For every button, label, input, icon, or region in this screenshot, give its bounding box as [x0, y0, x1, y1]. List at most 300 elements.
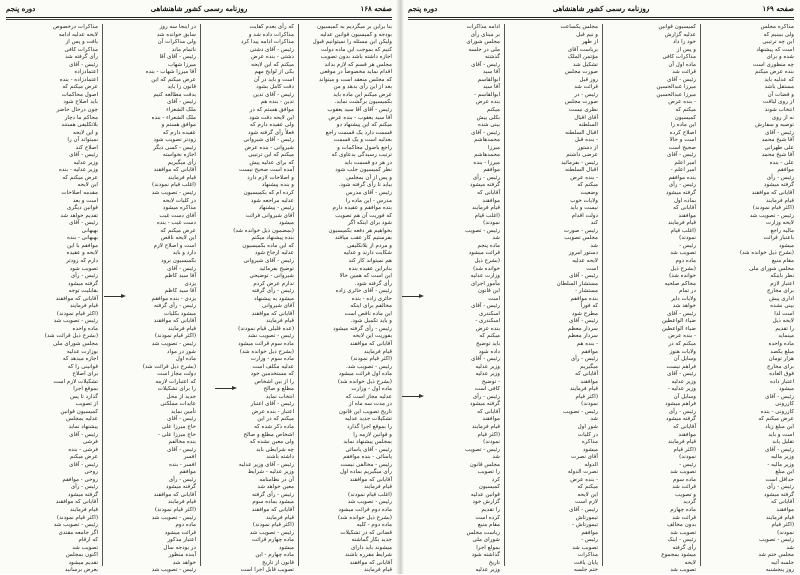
- text-line: موافقم: [777, 167, 794, 174]
- text-line: که ارقام: [78, 537, 98, 544]
- right-column-2: [604, 24, 696, 574]
- text-line: تیمورتاش -: [572, 522, 598, 529]
- text-line: رئیس - آقای: [765, 129, 794, 136]
- text-line: معین خواهد شد: [257, 484, 294, 491]
- text-line: آقا میرزا شهاب - بنده: [145, 69, 196, 76]
- text-line: تصویب شود: [69, 265, 98, 272]
- text-line: میکنم که این پیشنهاد دو: [336, 122, 392, 129]
- text-line: و مردم از بلاتکلیفی: [347, 242, 392, 249]
- text-line: که مجلس منعقد است و میتواند: [318, 76, 392, 83]
- text-line: رئیس - تصویب شد: [151, 190, 196, 197]
- text-line: آقایانی که موافقند: [153, 491, 196, 498]
- text-line: رئیس - رأی: [70, 484, 98, 491]
- text-line: کمیسیون: [478, 484, 500, 491]
- text-line: جدید از محل: [166, 393, 196, 400]
- text-line: مقام منیع: [771, 257, 794, 264]
- text-line: ولایات دایر: [671, 295, 696, 302]
- header-rule: [408, 17, 794, 18]
- text-line: بعرض برسانید: [64, 567, 98, 574]
- text-line: السلطنه: [578, 122, 598, 129]
- text-line: ابوالقاسم: [477, 76, 500, 83]
- text-line: - بنده قبل: [574, 137, 598, 144]
- text-line: قیام فرمایند: [168, 325, 196, 332]
- text-line: یزدی - بنده موافقم: [151, 295, 196, 302]
- text-line: رئیس - رأی گرفته: [153, 303, 196, 310]
- text-line: موافقند: [580, 378, 598, 385]
- text-line: رئیس - آقای: [69, 61, 98, 68]
- text-line: بعد از این رأی بدهد و من: [333, 84, 392, 91]
- text-line: رئیس - در: [574, 91, 598, 98]
- text-line: قیام فرمایند: [70, 303, 98, 310]
- text-line: رئیس - تصویب: [465, 227, 500, 234]
- text-line: هم نمیتواند کار کند: [348, 257, 392, 264]
- text-line: که مستخدمین خود: [250, 371, 294, 378]
- text-line: قانون را باید: [167, 84, 196, 91]
- text-line: میکنم که: [577, 182, 598, 189]
- text-line: رئیس - آقای: [471, 129, 500, 136]
- text-line: دولت مجاز است: [157, 371, 196, 378]
- text-line: و نیم قبل: [576, 31, 598, 38]
- text-line: ندارم عرض کردم: [253, 280, 294, 287]
- text-line: نمیتواند آن را: [67, 137, 98, 144]
- text-line: اجازه میدهد که: [62, 356, 98, 363]
- left-column-4: [6, 24, 98, 574]
- text-line: لایحه و عقیده: [66, 250, 98, 257]
- text-line: ماده دوم: [175, 522, 196, 529]
- text-line: میشود: [582, 446, 598, 453]
- text-line: از تصویب: [75, 401, 98, 408]
- text-line: بنده پیشنهاد میکنم: [251, 235, 294, 242]
- text-line: موافقم: [581, 348, 598, 355]
- text-line: یکی از لوایح مهم: [254, 69, 294, 76]
- text-line: کازرونی - بنده: [760, 408, 794, 415]
- text-line: مذاکرات کافی: [662, 54, 696, 61]
- text-line: ملک الشعراء - بنده: [151, 114, 196, 121]
- text-line: عدلیه بمجلس: [66, 416, 98, 423]
- text-line: و قضات آن: [767, 91, 794, 98]
- text-line: رئیس - آقای: [167, 265, 196, 272]
- text-line: قیام فرمایند: [766, 514, 794, 521]
- text-line: در اینجا سه روز: [159, 24, 196, 30]
- text-line: رئیس - تصویب شد.: [345, 363, 392, 370]
- text-line: قیام فرمایند: [168, 499, 196, 506]
- column-divider: [700, 24, 701, 566]
- text-line: فراهم نیست: [666, 363, 696, 370]
- text-line: عرض میکنم: [69, 454, 98, 461]
- column-divider: [298, 24, 299, 566]
- text-line: است: [586, 265, 598, 272]
- text-line: مالیه راجع: [770, 227, 794, 234]
- text-line: رئیس - آقای وزیر عدلیه: [238, 461, 294, 468]
- text-line: میشود: [278, 220, 294, 227]
- text-line: گرفته میشود: [666, 416, 696, 423]
- text-line: مذاکره مجلس: [760, 24, 794, 30]
- text-line: وزیر عدلیه: [671, 378, 696, 385]
- text-line: از ظهر: [581, 39, 598, 46]
- text-line: ریاست مجلس: [466, 529, 500, 536]
- text-line: رئیس - آقای: [167, 99, 196, 106]
- text-line: عرض میکنم این ماده باید: [333, 91, 392, 98]
- right-page: [402, 0, 800, 574]
- text-line: سابق خوانده شد: [156, 31, 196, 38]
- text-line: - بنده عرض: [570, 476, 598, 483]
- text-line: گرفته میشود: [470, 182, 500, 189]
- text-line: لایحه: [684, 559, 696, 566]
- text-line: تقدیم میشود: [68, 559, 98, 566]
- text-line: رئیس - آقای: [69, 431, 98, 438]
- text-line: خود را داد: [672, 39, 696, 46]
- text-line: تشکیلات لازم است: [53, 378, 98, 385]
- text-line: آقایانی که موافقند: [153, 318, 196, 325]
- text-line: تصویب شد: [670, 469, 696, 476]
- text-line: بماده اول: [673, 197, 696, 204]
- text-line: بنده عرض: [475, 99, 500, 106]
- text-line: حاج میرزا علی -: [158, 431, 196, 438]
- text-line: شور اول: [577, 423, 598, 430]
- text-line: محاکم صلحیه: [664, 280, 696, 287]
- text-line: مذاکرات داده شد و: [248, 31, 294, 38]
- text-line: لازم است: [575, 499, 598, 506]
- text-line: رئیس -: [679, 242, 696, 249]
- text-line: است و باید در آن: [253, 76, 294, 83]
- text-line: این قانون: [477, 288, 500, 295]
- text-line: برای مخارج: [767, 363, 794, 370]
- text-line: قیام فرمایند: [570, 386, 598, 393]
- text-line: را تصویب: [477, 469, 500, 476]
- text-line: مذاکرات ادامه پیدا کرد: [241, 39, 294, 46]
- text-line: است و بعد: [72, 197, 98, 204]
- text-line: رئیس - رأی: [472, 393, 500, 400]
- text-line: رئیس - آقای شیروانی: [243, 137, 294, 144]
- text-line: شکایت دارند و عدلیه: [343, 250, 392, 257]
- text-line: میرزا - بنده: [473, 159, 500, 166]
- text-line: بهبهانی: [81, 227, 98, 234]
- text-line: میکنم که: [675, 107, 696, 114]
- text-line: نظر باینکه: [770, 273, 794, 280]
- text-line: باید توضیح: [475, 340, 500, 347]
- text-line: نمودند): [483, 439, 500, 446]
- text-line: ملک الشعراء: [166, 107, 196, 114]
- text-line: عرض میکنم که: [160, 227, 196, 234]
- text-line: بکلی پیش: [476, 114, 500, 121]
- text-line: پیشنهاد نماید: [68, 423, 98, 430]
- text-line: میکنم که این لایحه: [251, 61, 294, 68]
- text-line: کرد: [491, 476, 500, 483]
- text-line: گرفته میشود: [68, 280, 98, 287]
- text-line: رئیس -: [679, 461, 696, 468]
- text-line: کمیسیون قوانین: [658, 24, 696, 30]
- text-line: انتخاب نماید: [265, 393, 294, 400]
- text-line: لایحه ذیل: [772, 318, 794, 325]
- text-line: عرض میکنم که: [62, 84, 98, 91]
- text-line: ماده اول آن: [668, 61, 696, 68]
- text-line: است که پیشنهاد: [756, 46, 794, 53]
- text-line: در کلیات لایحه: [162, 197, 196, 204]
- text-line: تقلیل یابد: [772, 439, 794, 446]
- text-line: موافقند: [678, 212, 696, 219]
- text-line: آقایانی که موافقند: [55, 295, 98, 302]
- text-line: مجلس قانون: [469, 461, 500, 468]
- text-line: آقایانی که موافقند: [349, 340, 392, 347]
- text-line: مبلغ یکصد: [770, 348, 794, 355]
- text-line: عرض میکنم که: [62, 174, 98, 181]
- text-line: ماده اول: [175, 356, 196, 363]
- text-line: انتخاب شوند: [764, 107, 794, 114]
- text-line: میشود: [278, 544, 294, 551]
- text-line: رئیس - رأی: [766, 484, 794, 491]
- text-line: یافت و پس از: [65, 39, 98, 46]
- text-line: مدرس - این ماده را: [345, 197, 392, 204]
- text-line: گذشته: [485, 54, 500, 61]
- text-line: رئیس - پیشنهاد: [258, 205, 294, 212]
- text-line: خوانده شد): [473, 265, 500, 272]
- text-line: شیروانی - توضیحی: [249, 273, 294, 280]
- text-line: رئیس - آقای مدرس: [345, 190, 392, 197]
- text-line: آقایانی که: [477, 408, 500, 415]
- text-line: قوانینی را که: [67, 363, 98, 370]
- text-line: را تقدیم: [775, 325, 794, 332]
- text-line: یاسائی - بنده موافقم: [343, 454, 392, 461]
- text-line: عرضی داشتم: [566, 152, 598, 159]
- text-line: مستشار السلطان: [556, 280, 598, 287]
- text-line: آقایانی که: [771, 499, 794, 506]
- text-line: قیام فرمایند: [364, 567, 392, 574]
- text-line: ماده سوم قرائت میشود: [238, 340, 294, 347]
- text-line: بریاست آقای: [567, 46, 598, 53]
- text-line: اعتبار لازم: [770, 280, 794, 287]
- text-line: مقدمه اصلاحات: [61, 190, 98, 197]
- text-line: گرفته میشود: [68, 491, 98, 498]
- text-line: شد: [492, 235, 500, 242]
- text-line: مستشار -: [575, 288, 598, 295]
- text-line: اعتمادزاده - بنده: [59, 76, 98, 83]
- text-line: رئیس - رأی: [168, 476, 196, 483]
- text-line: مجلس هر قسم که لازم بداند: [324, 61, 392, 68]
- text-line: لایحه عدلیه: [572, 257, 598, 264]
- text-line: مذاکرات کافی: [64, 46, 98, 53]
- text-line: رئیس - آقای: [569, 507, 598, 513]
- text-line: که این ماده بکمیسیون: [242, 242, 294, 249]
- text-line: میرزا شهاب: [167, 61, 196, 68]
- text-line: صورت مجلس: [565, 69, 598, 76]
- text-line: (اغلب قیام: [670, 227, 696, 234]
- text-line: شد: [492, 454, 500, 461]
- text-line: رئیس - رأی: [766, 174, 794, 181]
- text-line: موافقم با این: [67, 242, 98, 249]
- text-line: تشکیلات جدید عدلیه: [344, 416, 392, 423]
- text-line: عدلیه ارجاع شود: [254, 250, 294, 257]
- text-line: آقایانی که موافقند: [349, 476, 392, 483]
- text-line: (اکثر قیام نمودند): [252, 522, 294, 529]
- text-line: روحی - موافقم: [62, 476, 98, 483]
- text-line: است: [488, 295, 500, 302]
- text-line: در کلیات: [577, 431, 598, 438]
- text-line: ماده چهارم: [670, 507, 696, 513]
- text-line: (بشرح ذیل قرائت شد): [44, 333, 98, 340]
- text-line: - بنده هم: [576, 340, 598, 347]
- text-line: آقا شیخ محمد: [761, 137, 794, 144]
- text-line: میرزا عبدالحسین: [656, 84, 696, 91]
- text-line: رئیس - رأی: [70, 273, 98, 280]
- text-line: رئیس - رأی گرفته: [251, 491, 294, 498]
- text-line: مذاکره میشود: [163, 205, 196, 212]
- text-line: توصیه و سفارش: [755, 122, 794, 129]
- text-line: تشکیل شد: [573, 61, 598, 68]
- text-line: مجلس شورای ملی: [749, 265, 794, 272]
- text-line: کمیسیون قوانین: [60, 408, 98, 415]
- text-line: ولی عقیده دارم که: [250, 122, 294, 129]
- text-line: (بشرح ذیل خوانده شد): [337, 514, 392, 521]
- text-line: ضیاء الواعظین: [661, 318, 696, 325]
- text-line: آقا سید کاظم: [164, 273, 196, 280]
- text-line: کمیسیون: [674, 114, 696, 121]
- text-line: قیام فرمایند: [266, 514, 294, 521]
- text-line: تصویب شد: [670, 250, 696, 257]
- text-line: جدید بکار گماشته: [351, 537, 392, 544]
- text-line: روحی: [84, 469, 98, 476]
- text-line: پایان یافت: [574, 559, 598, 566]
- text-line: را از بین اشخاص: [254, 378, 294, 385]
- text-line: رئیس - آقای: [167, 446, 196, 453]
- text-line: ولایات هنوز: [669, 348, 696, 355]
- text-line: آقایانی که موافقند: [251, 310, 294, 317]
- text-line: این ماده ناقص است: [344, 310, 392, 317]
- text-line: از روی لیاقت: [763, 99, 794, 106]
- text-line: عدلیه گزارش: [664, 31, 696, 38]
- text-line: و باید تکمیل شود.: [350, 318, 392, 325]
- text-line: این لایحه دقت شود: [249, 114, 294, 121]
- text-line: آن در نظامنامه: [259, 476, 294, 483]
- text-line: شیروانی - بنده عرض: [244, 144, 294, 151]
- text-line: رئیس - آقای آقا: [159, 54, 196, 61]
- text-line: قضاتی که در تشکیلات: [340, 529, 392, 536]
- text-line: (اکثر قیام نمودند): [56, 514, 98, 521]
- text-line: مطلع و صالح: [263, 386, 294, 393]
- text-line: فوق العاده: [769, 371, 794, 378]
- text-line: - بنده عرض: [668, 99, 696, 106]
- text-line: عرض میکنم که این: [151, 76, 196, 83]
- text-line: را برای تشکیلات: [157, 386, 196, 393]
- text-line: صحیح است: [668, 144, 696, 151]
- text-line: مذاکرات: [577, 552, 598, 559]
- text-line: میشود بکلیات: [164, 310, 196, 317]
- text-line: رئیس - آقای شیروانی: [243, 257, 294, 264]
- text-line: دارد و باید: [172, 250, 196, 257]
- text-line: بدقت مطالعه کنیم: [153, 91, 196, 98]
- text-line: که فوراً: [580, 303, 598, 310]
- text-line: ترتیب رسیدگی بدعاوی که: [331, 152, 392, 159]
- text-line: عرض میکنم که: [758, 416, 794, 423]
- text-line: رئیس - تصویب: [563, 408, 598, 415]
- text-line: میکنم که در: [668, 340, 696, 347]
- text-line: ماده سوم - وزارت: [250, 356, 294, 363]
- text-line: وزیر عدلیه - بنده: [58, 167, 98, 174]
- text-line: ماده اول قرائت میشود: [338, 371, 392, 378]
- text-line: وزیر عدلیه - شرایط: [247, 469, 294, 476]
- text-line: ماده ذکر شده که: [254, 423, 294, 430]
- text-line: - توضیح: [481, 378, 500, 385]
- text-line: (اکثر قیام نمودند): [154, 507, 196, 513]
- text-line: را تقدیم: [481, 507, 500, 513]
- text-line: کنیم که بموجب این ماده دولت: [321, 46, 392, 53]
- text-line: میشود: [778, 386, 794, 393]
- text-line: حداقل است: [765, 476, 794, 483]
- column-divider: [200, 24, 201, 566]
- text-line: (بشرح ذیل خوانده شد): [337, 378, 392, 385]
- text-line: رئیس - کسی دیگر: [153, 144, 196, 151]
- text-line: و این لایحه: [73, 129, 98, 136]
- text-line: میشوند باید دارای: [350, 544, 392, 551]
- text-line: آقای اقبال: [574, 114, 598, 121]
- text-line: شد: [786, 544, 794, 551]
- text-line: خوانده شد): [669, 273, 696, 280]
- text-line: رأی گرفته شود.: [354, 280, 392, 287]
- text-line: چه منظوری است: [753, 61, 794, 68]
- text-line: دست غیب - بنده: [156, 220, 196, 227]
- text-line: قرائت میشود: [468, 250, 500, 257]
- left-column-1: [300, 24, 392, 574]
- text-line: ولایات خوب: [570, 197, 598, 204]
- text-line: قیام فرمایند: [70, 507, 98, 513]
- text-line: آقای دست غیب: [159, 212, 196, 219]
- text-line: اصول محاکمات: [61, 91, 98, 98]
- text-line: نه از روی: [771, 114, 794, 121]
- text-line: بفرستیم کار عقب میافتد: [334, 235, 392, 242]
- text-line: آقایانی که موافقند: [55, 499, 98, 506]
- text-line: فرشی: [82, 439, 98, 446]
- text-line: رئیس - تصویب: [759, 537, 794, 544]
- text-line: وسایل آن: [673, 356, 696, 363]
- text-line: (اغلب قیام نمودند): [152, 182, 196, 189]
- text-line: قیام فرمایند: [668, 220, 696, 227]
- text-line: اصلاح کند: [75, 144, 98, 151]
- text-line: گرفته میشود: [764, 491, 794, 498]
- text-line: دارم که زودتر: [66, 257, 98, 264]
- text-line: رئیس - رأی: [668, 182, 696, 189]
- text-line: ولی ببینیم که: [763, 31, 794, 38]
- text-line: علی طهرانی: [764, 144, 794, 151]
- text-line: وزیر عدلیه: [73, 159, 98, 166]
- text-line: رئیس - بفرمائید: [561, 159, 598, 166]
- text-line: لایحه عدلیه ادامه: [58, 31, 98, 38]
- text-line: این چه ترتیبی: [762, 39, 794, 46]
- text-line: تاریخ تصویب این قانون: [338, 408, 392, 415]
- text-line: که رأی بعدم کفایت: [249, 24, 294, 30]
- right-page-number: صفحه ۱۶۹: [762, 4, 794, 13]
- text-line: رئیس - تصویب: [465, 446, 500, 453]
- text-line: تصویب شد: [670, 529, 696, 536]
- text-line: چون درحال حاضر: [56, 107, 98, 114]
- text-line: ماده دوم: [675, 257, 696, 264]
- text-line: حاج میرزا علی: [161, 423, 196, 430]
- text-line: بهبهانی - بنده: [67, 235, 98, 242]
- text-line: رئیس - رأی: [472, 174, 500, 181]
- text-line: اکنون بمجلس: [65, 552, 98, 559]
- text-line: قیام فرمایند: [168, 174, 196, 181]
- text-line: دستور امروز: [568, 250, 598, 257]
- text-line: رئیس - آقای: [667, 310, 696, 317]
- text-line: آقایانی که: [673, 423, 696, 430]
- text-line: قیام فرمایند: [266, 318, 294, 325]
- text-line: که اعتبارات لازمه: [155, 378, 196, 385]
- text-line: بر مبنای رأی: [470, 31, 500, 38]
- text-line: آقایانی که موافقند: [751, 190, 794, 197]
- text-line: قرائت شد: [672, 484, 696, 491]
- text-line: بفوریت این لایحه: [352, 333, 392, 340]
- text-line: برای اصلاح: [72, 371, 98, 378]
- text-line: محمدهاشم: [474, 137, 500, 144]
- text-line: وسایل آن: [673, 393, 696, 400]
